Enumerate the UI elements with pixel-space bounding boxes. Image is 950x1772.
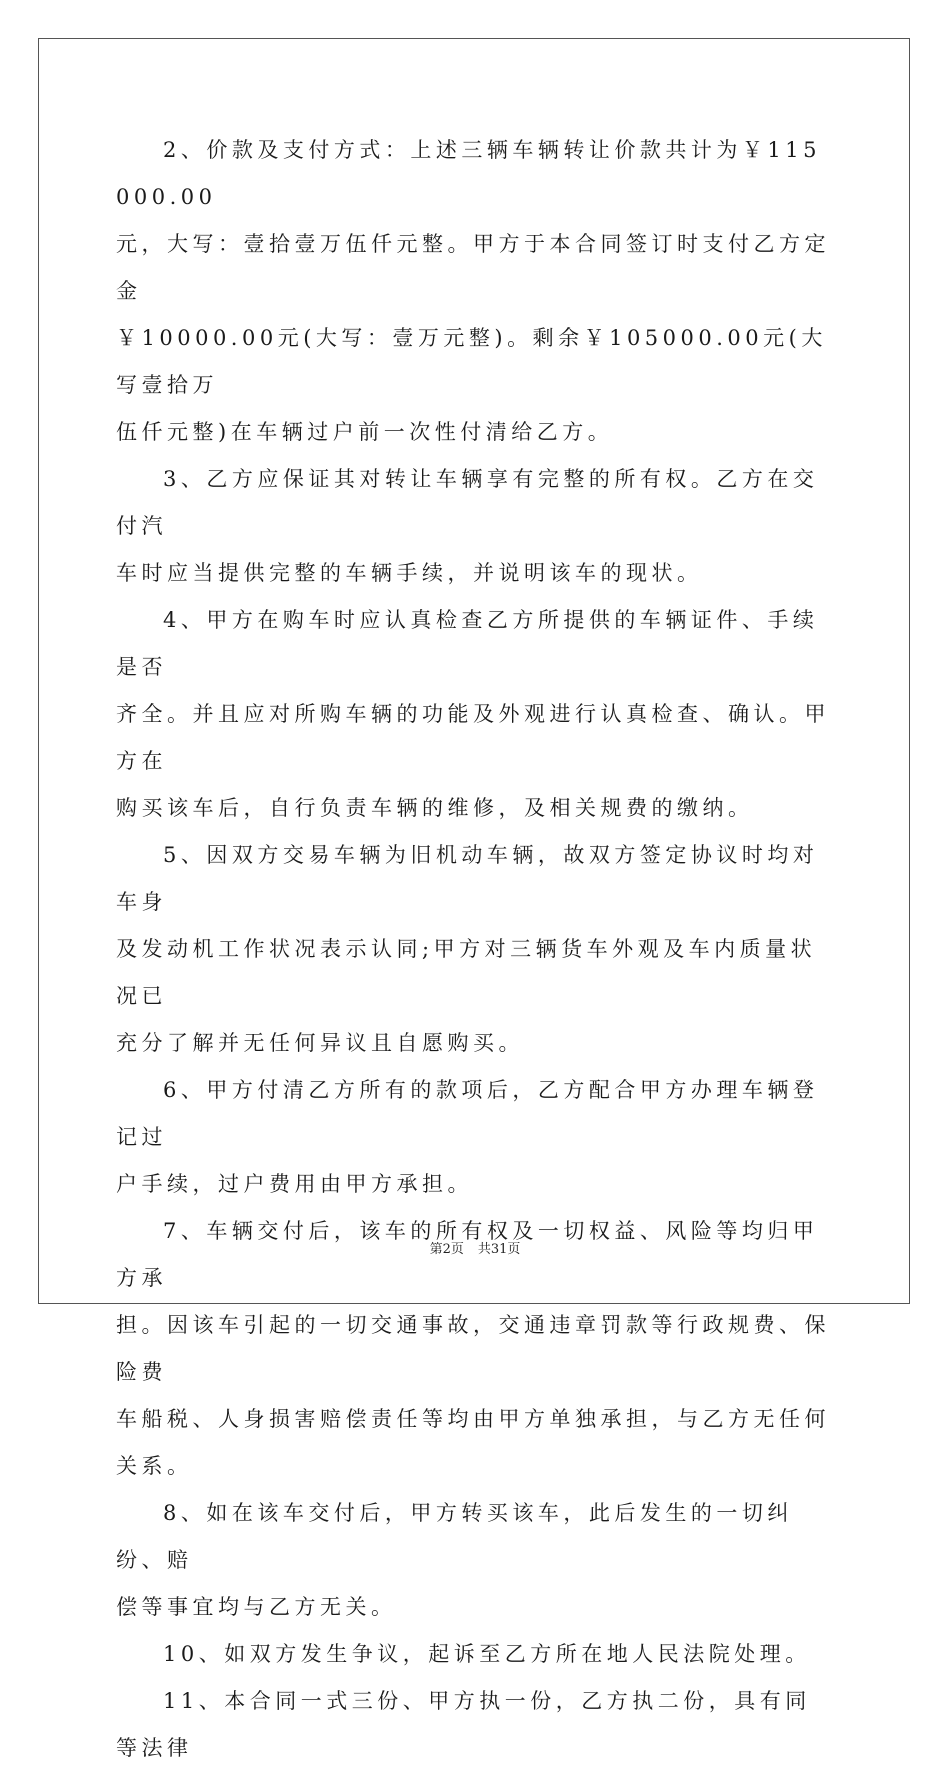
paragraph-clause-4: 4、甲方在购车时应认真检查乙方所提供的车辆证件、手续是否 齐全。并且应对所购车辆的功能及外观进行认真检查、确认。甲方在 购买该车后，自行负责车辆的维修，及相关规费的缴纳。 xyxy=(116,608,830,820)
paragraph-clause-6: 6、甲方付清乙方所有的款项后，乙方配合甲方办理车辆登记过 户手续，过户费用由甲方承担。 xyxy=(116,1078,819,1196)
paragraph-clause-11: 11、本合同一式三份、甲方执一份，乙方执二份，具有同等法律 xyxy=(116,1689,811,1760)
paragraph-clause-5: 5、因双方交易车辆为旧机动车辆，故双方签定协议时均对车身 及发动机工作状况表示认同;甲方对三辆货车外观及车内质量状况已 充分了解并无任何异议且自愿购买。 xyxy=(116,843,819,1055)
paragraph-clause-8: 8、如在该车交付后，甲方转买该车，此后发生的一切纠纷、赔 偿等事宜均与乙方无关。 xyxy=(116,1501,793,1619)
page-total: 共31页 xyxy=(477,1242,521,1257)
paragraph-clause-2: 2、价款及支付方式：上述三辆车辆转让价款共计为￥115000.00 元，大写：壹拾壹万伍仟元整。甲方于本合同签订时支付乙方定金 ￥10000.00元(大写：壹万元整)。剩余￥105000.00元(大写壹拾万 伍仟元整)在车辆过户前一次性付清给乙方。 xyxy=(116,138,830,444)
paragraph-clause-3: 3、乙方应保证其对转让车辆享有完整的所有权。乙方在交付汽 车时应当提供完整的车辆手续，并说明该车的现状。 xyxy=(116,467,819,585)
paragraph-clause-10: 10、如双方发生争议，起诉至乙方所在地人民法院处理。 xyxy=(163,1642,811,1666)
page-footer xyxy=(0,1242,950,1258)
document-body xyxy=(116,127,836,1772)
page-number: 第2页 xyxy=(429,1242,464,1257)
paragraph-clause-7: 7、车辆交付后，该车的所有权及一切权益、风险等均归甲方承 担。因该车引起的一切交通事故，交通违章罚款等行政规费、保险费 车船税、人身损害赔偿责任等均由甲方单独承担，与乙方无任何关系。 xyxy=(116,1219,830,1478)
